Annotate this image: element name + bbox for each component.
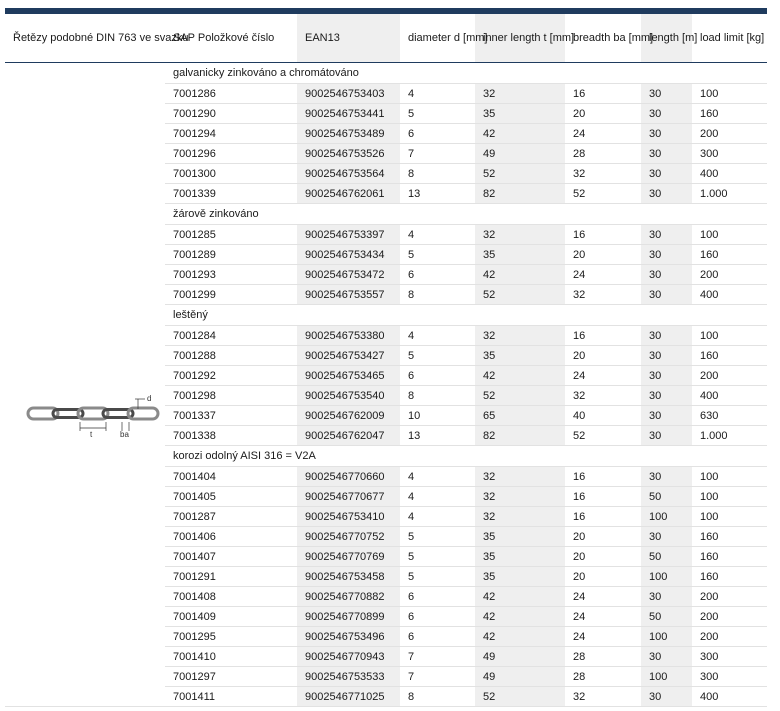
cell-load-limit: 100 [700,490,719,503]
cell-length: 30 [641,366,692,386]
cell-diameter: 7 [408,147,415,160]
cell-ean: 9002546770677 [297,487,400,507]
cell-length: 30 [641,647,692,667]
cell-ean: 9002546762047 [297,426,400,446]
cell-diameter: 6 [408,630,415,643]
cell-length: 30 [641,144,692,164]
cell-sap: 7001299 [173,288,216,301]
cell-breadth: 24 [573,630,586,643]
cell-diameter: 6 [408,127,415,140]
cell-sap: 7001289 [173,248,216,261]
cell-breadth: 20 [573,570,586,583]
cell-load-limit: 160 [700,550,719,563]
cell-ean: 9002546770660 [297,467,400,487]
cell-diameter: 4 [408,228,415,241]
cell-breadth: 52 [573,187,586,200]
cell-sap: 7001411 [173,690,216,703]
cell-sap: 7001300 [173,167,216,180]
cell-diameter: 6 [408,369,415,382]
cell-breadth: 16 [573,470,586,483]
dimension-lines [80,399,145,431]
cell-ean: 9002546753533 [297,667,400,687]
cell-length: 30 [641,386,692,406]
cell-load-limit: 400 [700,288,719,301]
cell-diameter: 4 [408,510,415,523]
cell-breadth: 24 [573,127,586,140]
cell-ean: 9002546770752 [297,527,400,547]
cell-diameter: 6 [408,590,415,603]
cell-length: 30 [641,346,692,366]
cell-length: 30 [641,84,692,104]
header-ean: EAN13 [297,14,400,63]
cell-length: 30 [641,225,692,245]
cell-breadth: 40 [573,409,586,422]
cell-breadth: 24 [573,590,586,603]
cell-breadth: 28 [573,670,586,683]
cell-load-limit: 200 [700,610,719,623]
cell-load-limit: 160 [700,107,719,120]
cell-length: 30 [641,426,692,446]
cell-breadth: 20 [573,530,586,543]
cell-inner-length: 32 [475,84,565,104]
cell-length: 100 [641,667,692,687]
cell-inner-length: 49 [475,144,565,164]
cell-inner-length: 82 [475,426,565,446]
cell-inner-length: 35 [475,346,565,366]
cell-length: 100 [641,627,692,647]
cell-ean: 9002546770882 [297,587,400,607]
cell-inner-length: 52 [475,386,565,406]
cell-inner-length: 42 [475,627,565,647]
cell-load-limit: 200 [700,590,719,603]
cell-load-limit: 400 [700,389,719,402]
cell-diameter: 5 [408,107,415,120]
cell-ean: 9002546753540 [297,386,400,406]
cell-breadth: 16 [573,329,586,342]
cell-inner-length: 42 [475,366,565,386]
header-row [5,14,767,63]
cell-diameter: 4 [408,87,415,100]
cell-inner-length: 49 [475,647,565,667]
cell-load-limit: 100 [700,87,719,100]
cell-breadth: 20 [573,107,586,120]
cell-inner-length: 52 [475,687,565,707]
dimension-label-t: t [90,429,93,439]
cell-ean: 9002546762009 [297,406,400,426]
cell-length: 30 [641,104,692,124]
cell-ean: 9002546753403 [297,84,400,104]
group-row [5,63,767,84]
cell-load-limit: 300 [700,670,719,683]
cell-ean: 9002546762061 [297,184,400,204]
cell-sap: 7001293 [173,268,216,281]
cell-sap: 7001294 [173,127,216,140]
cell-diameter: 8 [408,167,415,180]
cell-sap: 7001295 [173,630,216,643]
cell-load-limit: 100 [700,510,719,523]
cell-diameter: 4 [408,329,415,342]
cell-load-limit: 400 [700,690,719,703]
cell-breadth: 32 [573,690,586,703]
cell-inner-length: 32 [475,326,565,346]
cell-diameter: 8 [408,389,415,402]
cell-length: 30 [641,587,692,607]
cell-ean: 9002546753557 [297,285,400,305]
cell-ean: 9002546753434 [297,245,400,265]
header-sap: SAP Položkové číslo [173,32,275,44]
cell-inner-length: 32 [475,507,565,527]
cell-ean: 9002546753489 [297,124,400,144]
cell-length: 100 [641,567,692,587]
cell-length: 100 [641,507,692,527]
cell-sap: 7001406 [173,530,216,543]
cell-diameter: 4 [408,470,415,483]
cell-ean: 9002546753380 [297,326,400,346]
cell-ean: 9002546770943 [297,647,400,667]
cell-diameter: 8 [408,690,415,703]
group-title: leštěný [173,309,208,321]
header-product: Řetězy podobné DIN 763 ve svazku [13,32,189,44]
cell-breadth: 16 [573,228,586,241]
cell-inner-length: 35 [475,567,565,587]
cell-sap: 7001286 [173,87,216,100]
cell-load-limit: 160 [700,349,719,362]
cell-inner-length: 52 [475,164,565,184]
cell-inner-length: 32 [475,467,565,487]
cell-length: 50 [641,607,692,627]
group-title: korozi odolný AISI 316 = V2A [173,450,316,462]
cell-load-limit: 300 [700,147,719,160]
cell-load-limit: 100 [700,228,719,241]
header-inner-length: inner length t [mm] [475,14,565,63]
cell-load-limit: 1.000 [700,187,728,200]
cell-diameter: 6 [408,610,415,623]
chain-diagram-image [26,391,166,437]
header-breadth: breadth ba [mm] [573,32,654,44]
cell-ean: 9002546771025 [297,687,400,707]
cell-breadth: 16 [573,510,586,523]
cell-inner-length: 65 [475,406,565,426]
dimension-label-ba: ba [120,429,129,439]
cell-inner-length: 35 [475,527,565,547]
cell-breadth: 20 [573,349,586,362]
cell-diameter: 4 [408,490,415,503]
cell-length: 30 [641,326,692,346]
cell-load-limit: 200 [700,268,719,281]
cell-diameter: 5 [408,530,415,543]
cell-length: 50 [641,487,692,507]
cell-diameter: 13 [408,187,421,200]
cell-breadth: 24 [573,268,586,281]
cell-inner-length: 42 [475,124,565,144]
cell-breadth: 32 [573,288,586,301]
header-load-limit: load limit [kg] [700,32,765,44]
cell-breadth: 20 [573,550,586,563]
chain-links-icon [28,408,158,419]
cell-sap: 7001298 [173,389,216,402]
cell-inner-length: 52 [475,285,565,305]
cell-diameter: 5 [408,550,415,563]
cell-ean: 9002546753465 [297,366,400,386]
cell-sap: 7001410 [173,650,216,663]
cell-length: 30 [641,245,692,265]
cell-sap: 7001408 [173,590,216,603]
cell-diameter: 10 [408,409,421,422]
cell-ean: 9002546753526 [297,144,400,164]
cell-breadth: 28 [573,147,586,160]
cell-diameter: 7 [408,670,415,683]
cell-breadth: 16 [573,490,586,503]
group-title: galvanicky zinkováno a chromátováno [173,67,359,79]
cell-length: 30 [641,164,692,184]
cell-length: 30 [641,687,692,707]
cell-load-limit: 200 [700,630,719,643]
cell-sap: 7001292 [173,369,216,382]
cell-load-limit: 200 [700,127,719,140]
cell-sap: 7001288 [173,349,216,362]
cell-sap: 7001290 [173,107,216,120]
cell-diameter: 5 [408,248,415,261]
cell-diameter: 7 [408,650,415,663]
cell-sap: 7001404 [173,470,216,483]
cell-load-limit: 160 [700,530,719,543]
cell-sap: 7001291 [173,570,216,583]
cell-length: 30 [641,527,692,547]
cell-load-limit: 160 [700,248,719,261]
header-length: length [m] [641,14,692,63]
cell-load-limit: 100 [700,470,719,483]
cell-ean: 9002546753427 [297,346,400,366]
cell-breadth: 20 [573,248,586,261]
cell-load-limit: 630 [700,409,719,422]
cell-inner-length: 42 [475,607,565,627]
cell-load-limit: 300 [700,650,719,663]
cell-sap: 7001338 [173,429,216,442]
cell-ean: 9002546770769 [297,547,400,567]
cell-load-limit: 160 [700,570,719,583]
cell-sap: 7001284 [173,329,216,342]
cell-inner-length: 42 [475,587,565,607]
cell-diameter: 5 [408,349,415,362]
header-diameter: diameter d [mm] [408,32,488,44]
group-title: žárově zinkováno [173,208,259,220]
cell-ean: 9002546753458 [297,567,400,587]
cell-length: 30 [641,124,692,144]
cell-breadth: 24 [573,369,586,382]
cell-diameter: 5 [408,570,415,583]
cell-load-limit: 200 [700,369,719,382]
cell-breadth: 52 [573,429,586,442]
cell-breadth: 32 [573,167,586,180]
cell-sap: 7001409 [173,610,216,623]
cell-diameter: 13 [408,429,421,442]
cell-ean: 9002546753397 [297,225,400,245]
cell-ean: 9002546753410 [297,507,400,527]
cell-load-limit: 1.000 [700,429,728,442]
cell-sap: 7001339 [173,187,216,200]
cell-sap: 7001296 [173,147,216,160]
cell-length: 30 [641,406,692,426]
cell-length: 30 [641,285,692,305]
cell-breadth: 24 [573,610,586,623]
chain-spec-table [5,14,767,707]
cell-sap: 7001285 [173,228,216,241]
cell-inner-length: 82 [475,184,565,204]
cell-breadth: 16 [573,87,586,100]
cell-inner-length: 32 [475,487,565,507]
dimension-label-d: d [147,393,152,403]
cell-length: 30 [641,184,692,204]
cell-ean: 9002546753564 [297,164,400,184]
cell-breadth: 28 [573,650,586,663]
cell-ean: 9002546753496 [297,627,400,647]
cell-diameter: 8 [408,288,415,301]
cell-inner-length: 32 [475,225,565,245]
cell-ean: 9002546753441 [297,104,400,124]
product-image-cell [5,63,165,707]
cell-diameter: 6 [408,268,415,281]
cell-ean: 9002546753472 [297,265,400,285]
cell-inner-length: 35 [475,104,565,124]
cell-sap: 7001405 [173,490,216,503]
cell-sap: 7001337 [173,409,216,422]
cell-load-limit: 100 [700,329,719,342]
cell-load-limit: 400 [700,167,719,180]
cell-ean: 9002546770899 [297,607,400,627]
cell-sap: 7001297 [173,670,216,683]
cell-sap: 7001407 [173,550,216,563]
cell-inner-length: 35 [475,547,565,567]
cell-sap: 7001287 [173,510,216,523]
cell-length: 30 [641,265,692,285]
cell-length: 50 [641,547,692,567]
cell-inner-length: 42 [475,265,565,285]
cell-inner-length: 35 [475,245,565,265]
cell-breadth: 32 [573,389,586,402]
cell-length: 30 [641,467,692,487]
cell-inner-length: 49 [475,667,565,687]
